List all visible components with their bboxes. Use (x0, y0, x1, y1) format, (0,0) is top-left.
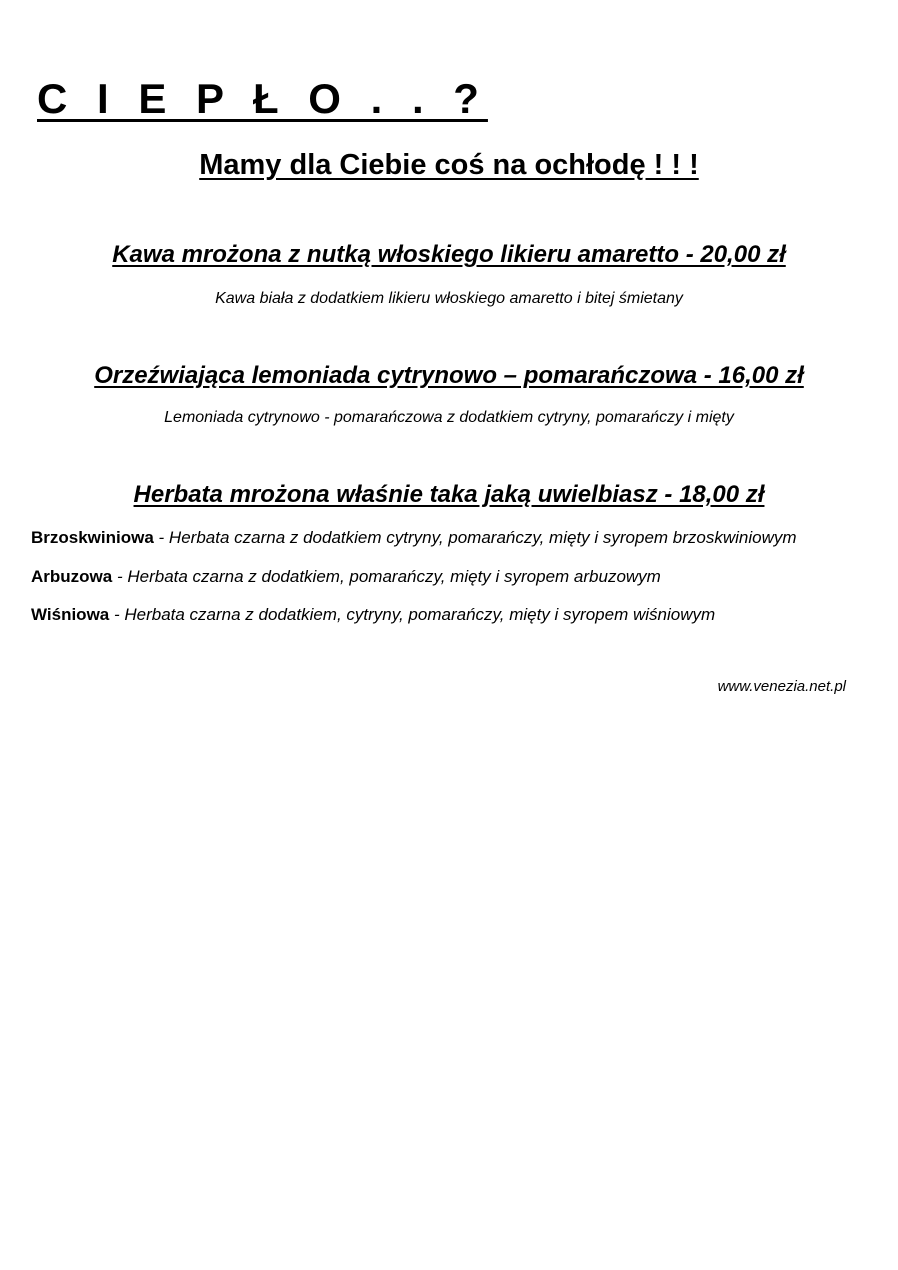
item-description-iced-coffee: Kawa biała z dodatkiem likieru włoskiego amaretto i bitej śmietany (215, 290, 683, 307)
website-url: www.venezia.net.pl (717, 678, 846, 695)
variant-separator: - (112, 567, 128, 586)
variant-description: Herbata czarna z dodatkiem cytryny, pomarańczy, mięty i syropem brzoskwiniowym (168, 528, 797, 547)
variant-cherry (31, 604, 715, 626)
variant-separator: - (109, 605, 125, 624)
item-heading-iced-coffee: Kawa mrożona z nutką włoskiego likieru amaretto - 20,00 zł (112, 241, 786, 268)
variant-description: Herbata czarna z dodatkiem, cytryny, pomarańczy, mięty i syropem wiśniowym (124, 605, 716, 624)
variant-description: Herbata czarna z dodatkiem, pomarańczy, mięty i syropem arbuzowym (127, 567, 661, 586)
variant-peach (31, 527, 797, 549)
item-heading-lemonade: Orzeźwiająca lemoniada cytrynowo – pomarańczowa - 16,00 zł (94, 362, 804, 389)
item-heading-iced-tea: Herbata mrożona właśnie taka jaką uwielbiasz - 18,00 zł (133, 481, 765, 508)
page-title: C I E P Ł O . . ? (37, 75, 488, 122)
variant-name: Brzoskwiniowa (31, 528, 154, 547)
variant-separator: - (153, 528, 169, 547)
item-description-lemonade: Lemoniada cytrynowo - pomarańczowa z dodatkiem cytryny, pomarańczy i mięty (164, 409, 734, 426)
variant-watermelon (31, 566, 661, 588)
variant-name: Wiśniowa (31, 605, 110, 624)
variant-name: Arbuzowa (31, 567, 113, 586)
page-subtitle: Mamy dla Ciebie coś na ochłodę ! ! ! (199, 149, 699, 181)
